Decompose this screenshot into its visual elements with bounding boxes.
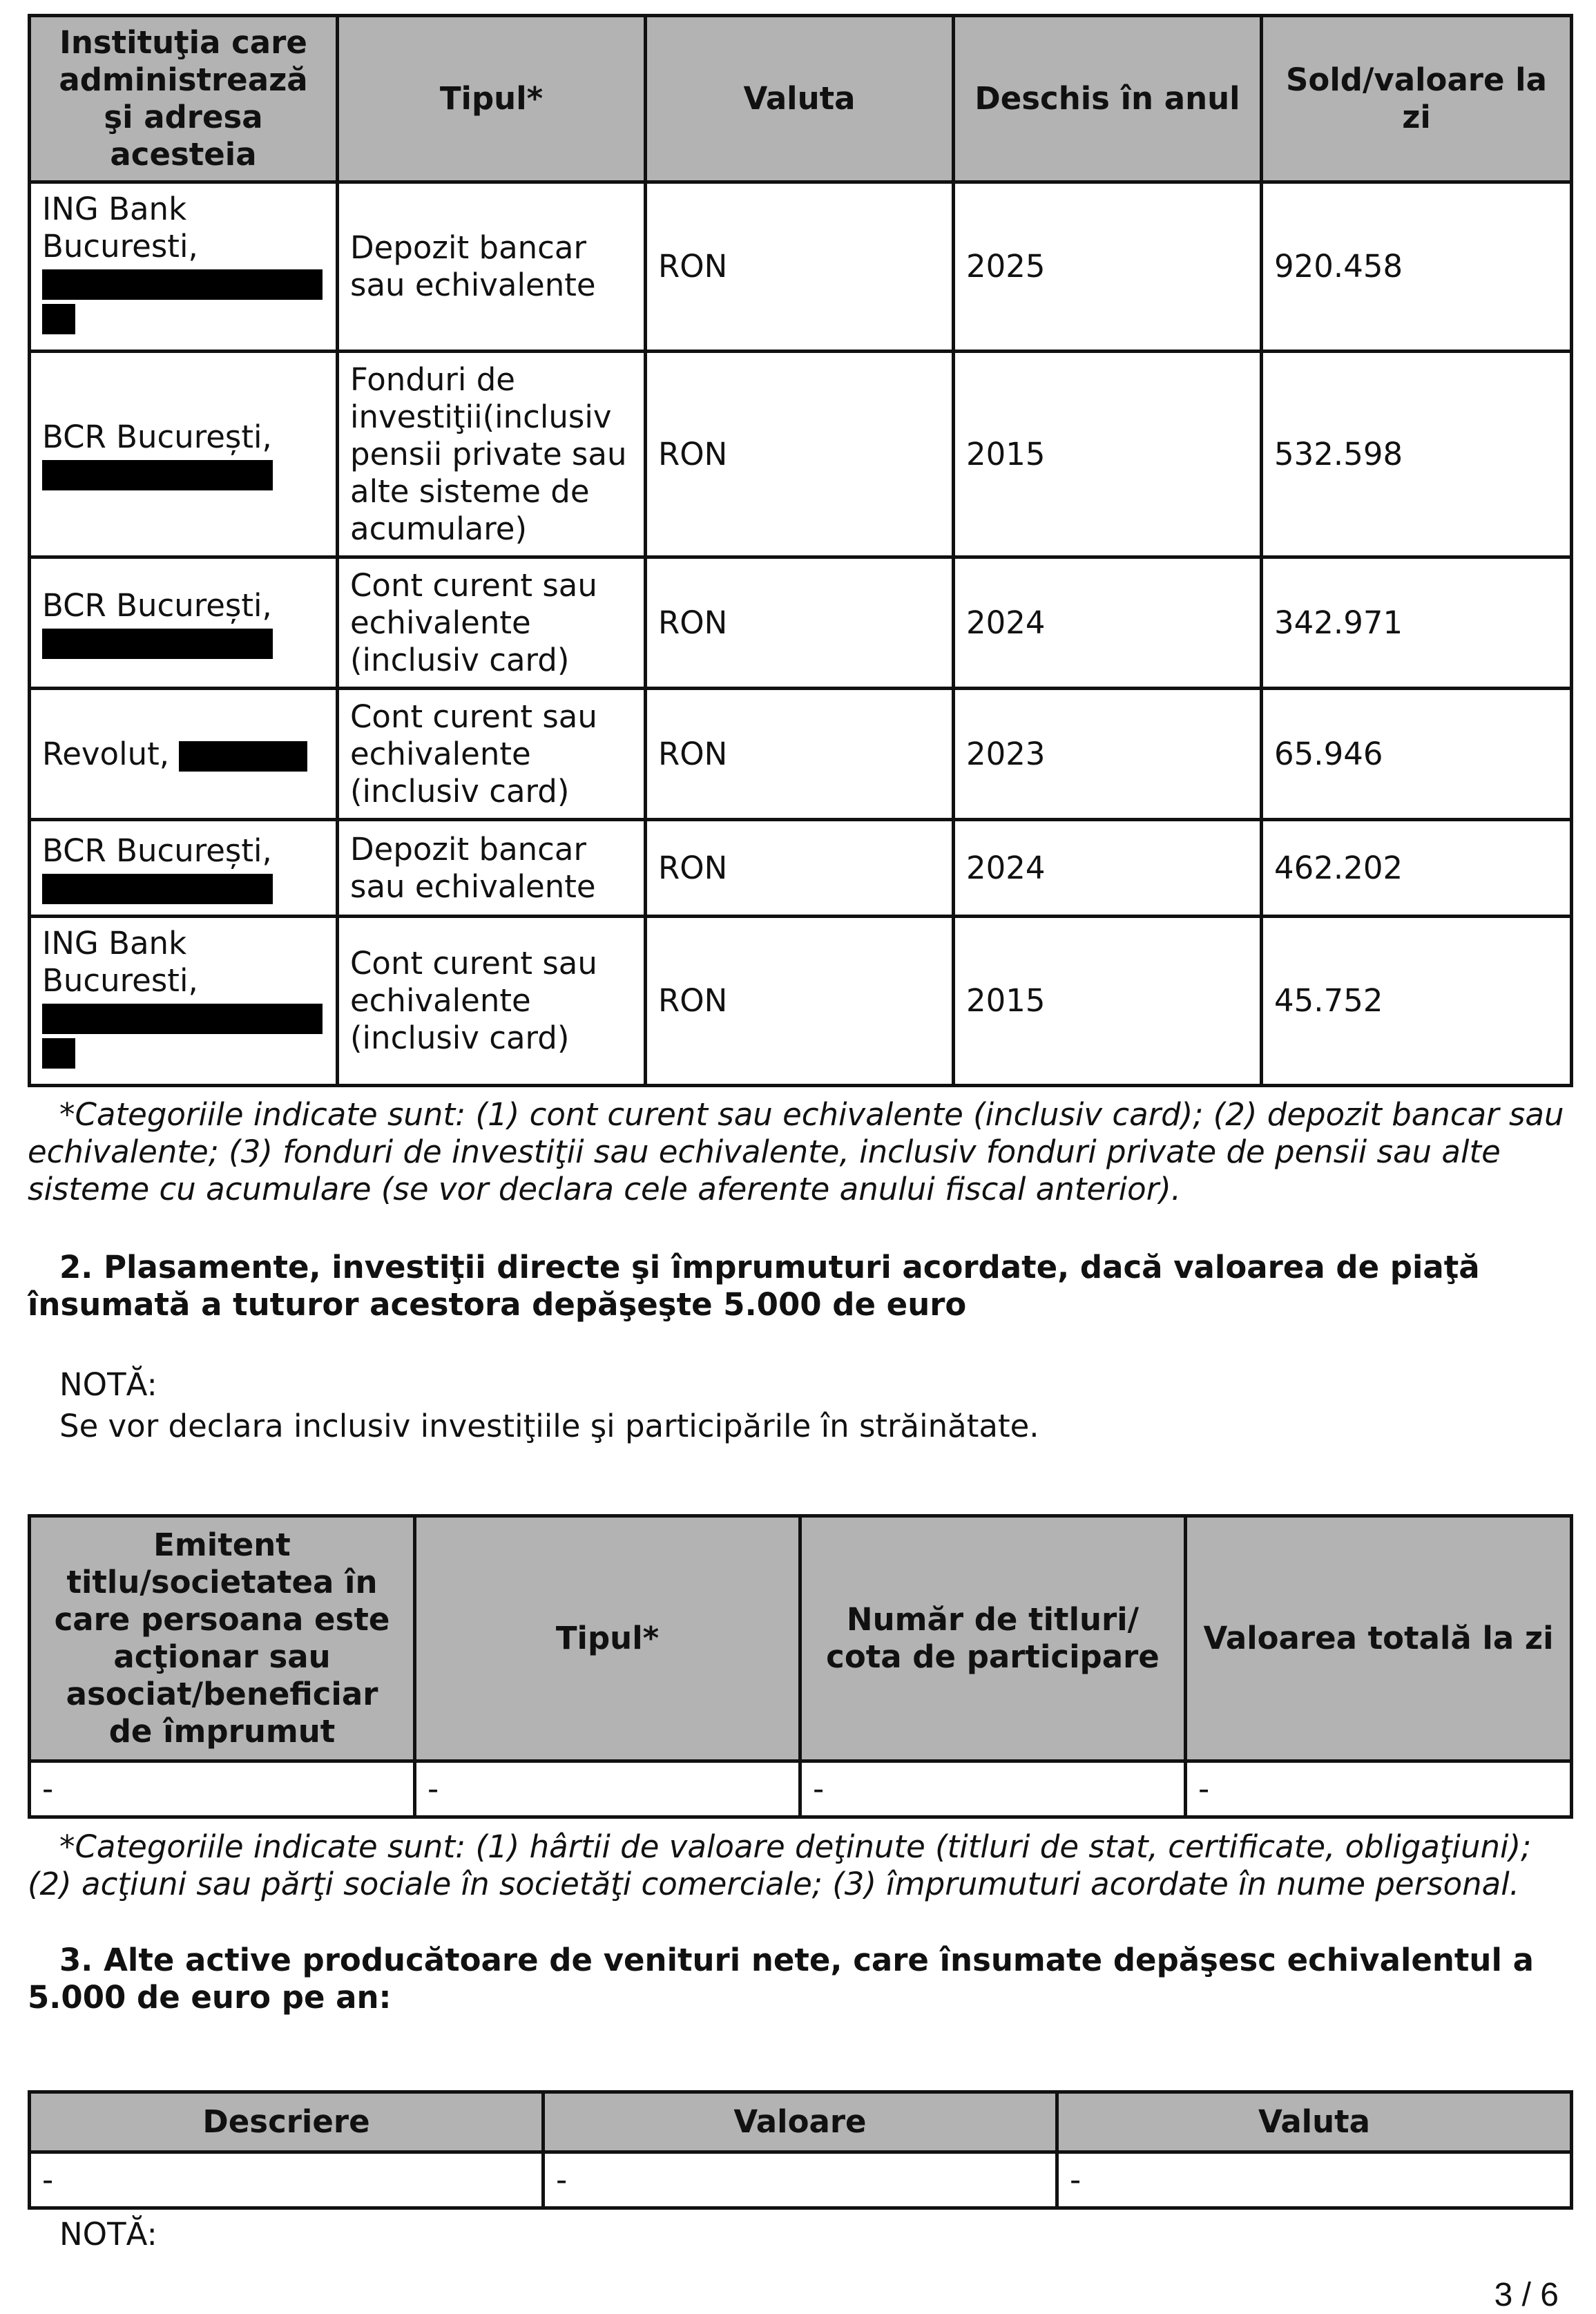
currency-cell: RON xyxy=(646,917,954,1086)
table-row xyxy=(30,2152,1572,2208)
institution-cell xyxy=(30,689,338,820)
balance-cell: 65.946 xyxy=(1262,689,1572,820)
balance-cell: 532.598 xyxy=(1262,352,1572,557)
header-total-value: Valoarea totală la zi xyxy=(1186,1516,1572,1761)
table-header-row xyxy=(30,16,1572,182)
institution-cell xyxy=(30,917,338,1086)
type-cell: - xyxy=(415,1761,800,1817)
type-cell: Cont curent sau echivalente (inclusiv card) xyxy=(338,689,646,820)
type-cell: Cont curent sau echivalente (inclusiv card) xyxy=(338,557,646,689)
header-description: Descriere xyxy=(30,2092,544,2152)
institution-cell xyxy=(30,557,338,689)
header-currency: Valuta xyxy=(1057,2092,1572,2152)
institution-cell xyxy=(30,182,338,352)
year-cell: 2024 xyxy=(954,820,1262,917)
institution-name: BCR București, xyxy=(42,418,272,455)
header-issuer: Emitent titlu/societatea în care persoana este acţionar sau asociat/beneficiar de împrumut xyxy=(30,1516,415,1761)
description-cell: - xyxy=(30,2152,544,2208)
header-type: Tipul* xyxy=(415,1516,800,1761)
bank-accounts-table xyxy=(28,14,1573,1087)
share-count-cell: - xyxy=(800,1761,1186,1817)
institution-name: BCR București, xyxy=(42,586,272,624)
table-row xyxy=(30,557,1572,689)
note-label: NOTĂ: xyxy=(59,1366,157,1403)
redacted-block xyxy=(42,269,323,300)
currency-cell: RON xyxy=(646,689,954,820)
balance-cell: 920.458 xyxy=(1262,182,1572,352)
table-row xyxy=(30,820,1572,917)
value-cell: - xyxy=(544,2152,1057,2208)
footnote-categories-1: *Categoriile indicate sunt: (1) cont curent sau echivalente (inclusiv card); (2) depozit bancar sau echivalente; (3) fonduri de investiţii sau echivalente, inclusiv fonduri private de pensii sau alte sisteme cu acumulare (se vor declara cele aferente anului fiscal anterior). xyxy=(28,1096,1564,1207)
type-cell: Depozit bancar sau echivalente xyxy=(338,182,646,352)
institution-cell xyxy=(30,352,338,557)
currency-cell: RON xyxy=(646,820,954,917)
table-header-row xyxy=(30,2092,1572,2152)
redacted-block xyxy=(42,304,75,334)
year-cell: 2024 xyxy=(954,557,1262,689)
header-currency: Valuta xyxy=(646,16,954,182)
note-label: NOTĂ: xyxy=(59,2216,157,2253)
section-2-title: 2. Plasamente, investiţii directe şi împrumuturi acordate, dacă valoarea de piaţă însumată a tuturor acestora depăşeşte 5.000 de euro xyxy=(28,1249,1480,1323)
institution-name: ING Bank Bucuresti, xyxy=(42,925,198,999)
note-text: Se vor declara inclusiv investiţiile şi participările în străinătate. xyxy=(59,1408,1039,1444)
table-row xyxy=(30,689,1572,820)
header-balance: Sold/valoare la zi xyxy=(1262,16,1572,182)
section-3-title: 3. Alte active producătoare de venituri nete, care însumate depăşesc echivalentul a 5.000 de euro pe an: xyxy=(28,1942,1534,2016)
table-row xyxy=(30,182,1572,352)
redacted-block xyxy=(42,629,273,659)
currency-cell: RON xyxy=(646,352,954,557)
header-share-count: Număr de titluri/ cota de participare xyxy=(800,1516,1186,1761)
investments-table xyxy=(28,1514,1573,1819)
redacted-block xyxy=(179,741,307,772)
currency-cell: RON xyxy=(646,182,954,352)
currency-cell: - xyxy=(1057,2152,1572,2208)
redacted-block xyxy=(42,460,273,490)
type-cell: Fonduri de investiţii(inclusiv pensii private sau alte sisteme de acumulare) xyxy=(338,352,646,557)
table-row xyxy=(30,917,1572,1086)
type-cell: Cont curent sau echivalente (inclusiv card) xyxy=(338,917,646,1086)
table-row xyxy=(30,1761,1572,1817)
year-cell: 2015 xyxy=(954,917,1262,1086)
footnote-categories-2: *Categoriile indicate sunt: (1) hârtii de valoare deţinute (titluri de stat, certificate, obligaţiuni); (2) acţiuni sau părţi sociale în societăţi comerciale; (3) împrumuturi acordate în nume personal. xyxy=(28,1828,1532,1902)
redacted-block xyxy=(42,1004,323,1034)
balance-cell: 462.202 xyxy=(1262,820,1572,917)
institution-name: Revolut, xyxy=(42,735,170,772)
balance-cell: 342.971 xyxy=(1262,557,1572,689)
header-value: Valoare xyxy=(544,2092,1057,2152)
header-type: Tipul* xyxy=(338,16,646,182)
header-opened-year: Deschis în anul xyxy=(954,16,1262,182)
page-number: 3 / 6 xyxy=(1494,2277,1559,2313)
header-institution: Instituţia care administrează şi adresa acesteia xyxy=(30,16,338,182)
institution-cell xyxy=(30,820,338,917)
redacted-block xyxy=(42,874,273,904)
table-header-row xyxy=(30,1516,1572,1761)
issuer-cell: - xyxy=(30,1761,415,1817)
year-cell: 2025 xyxy=(954,182,1262,352)
institution-name: ING Bank Bucuresti, xyxy=(42,191,198,265)
currency-cell: RON xyxy=(646,557,954,689)
year-cell: 2023 xyxy=(954,689,1262,820)
balance-cell: 45.752 xyxy=(1262,917,1572,1086)
redacted-block xyxy=(42,1038,75,1069)
total-value-cell: - xyxy=(1186,1761,1572,1817)
other-assets-table xyxy=(28,2090,1573,2210)
type-cell: Depozit bancar sau echivalente xyxy=(338,820,646,917)
table-row xyxy=(30,352,1572,557)
institution-name: BCR București, xyxy=(42,832,272,869)
year-cell: 2015 xyxy=(954,352,1262,557)
